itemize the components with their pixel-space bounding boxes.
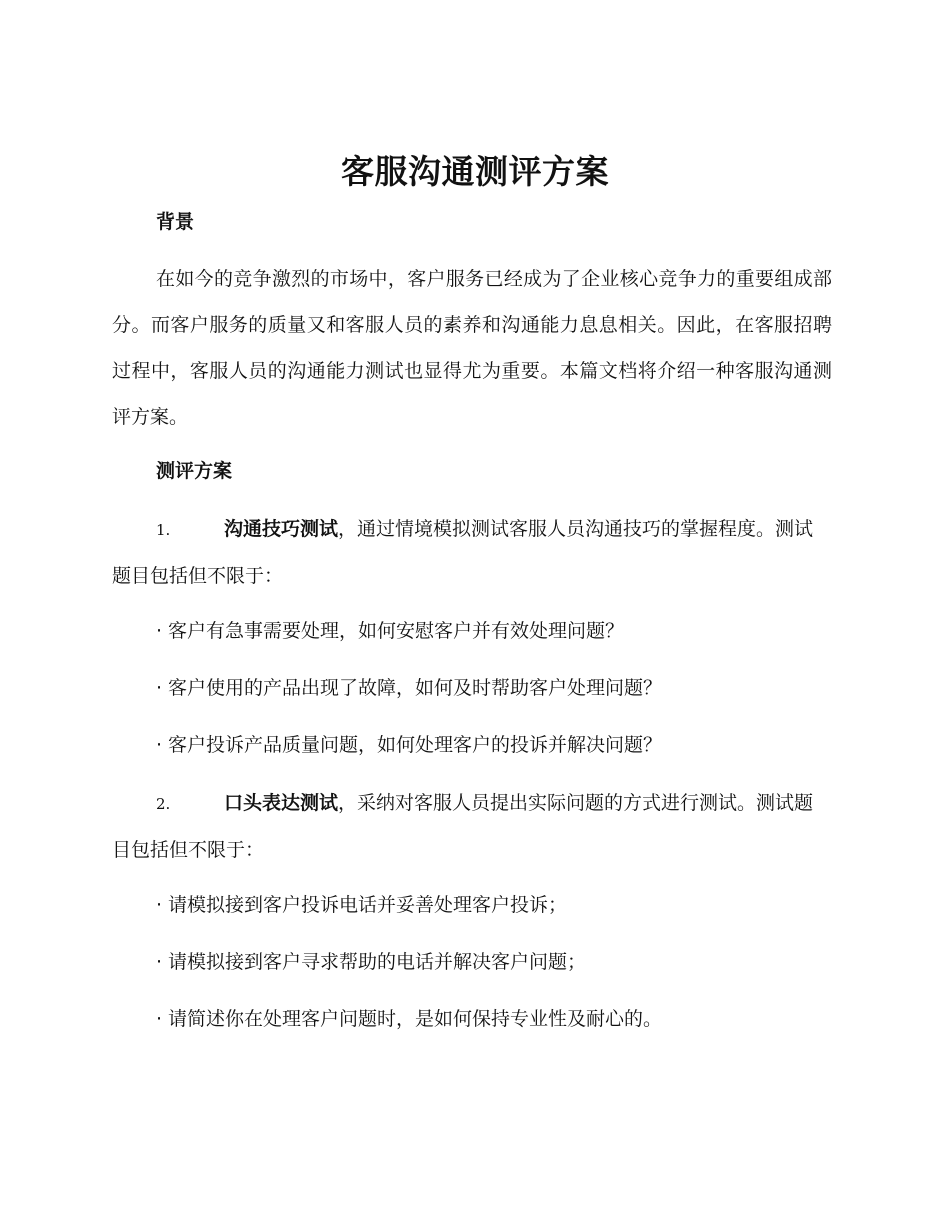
bullet-text: 请简述你在处理客户问题时，是如何保持专业性及耐心的。 xyxy=(168,1008,663,1030)
bullet-text: 请模拟接到客户投诉电话并妥善处理客户投诉； xyxy=(168,894,568,916)
list-item xyxy=(156,1006,836,1032)
list-item xyxy=(156,949,836,975)
list-number: 1. xyxy=(156,521,171,539)
item-description: ，通过情境模拟测试客服人员沟通技巧的掌握程度。测试题目包括但不限于： xyxy=(112,518,814,587)
bullet-text: 客户投诉产品质量问题，如何处理客户的投诉并解决问题？ xyxy=(168,734,663,756)
bullet-text: 请模拟接到客户寻求帮助的电话并解决客户问题； xyxy=(168,951,587,973)
bullet-text: 客户有急事需要处理，如何安慰客户并有效处理问题？ xyxy=(168,620,625,642)
item-title: 口头表达测试 xyxy=(224,792,339,814)
section-heading-plan: 测评方案 xyxy=(156,460,233,482)
list-item xyxy=(156,618,836,644)
bullet-dot: · xyxy=(156,734,163,756)
bullet-dot: · xyxy=(156,951,163,973)
bullet-dot: · xyxy=(156,620,163,642)
list-item xyxy=(156,675,836,701)
bullet-dot: · xyxy=(156,894,163,916)
document-title: 客服沟通测评方案 xyxy=(341,152,609,191)
list-item xyxy=(156,892,836,918)
plan-item-1 xyxy=(112,506,832,599)
item-title: 沟通技巧测试 xyxy=(224,518,339,540)
section-heading-background: 背景 xyxy=(156,211,195,233)
bullet-text: 客户使用的产品出现了故障，如何及时帮助客户处理问题？ xyxy=(168,677,663,699)
list-item xyxy=(156,732,836,758)
bullet-dot: · xyxy=(156,1008,163,1030)
list-number: 2. xyxy=(156,795,171,813)
item-description: ，采纳对客服人员提出实际问题的方式进行测试。测试题目包括但不限于： xyxy=(112,792,814,861)
plan-item-2 xyxy=(112,780,832,873)
background-paragraph: 在如今的竞争激烈的市场中，客户服务已经成为了企业核心竞争力的重要组成部分。而客户服务的质量又和客服人员的素养和沟通能力息息相关。因此，在客服招聘过程中，客服人员的沟通能力测试也显得尤为重要。本篇文档将介绍一种客服沟通测评方案。 xyxy=(112,268,832,428)
bullet-dot: · xyxy=(156,677,163,699)
